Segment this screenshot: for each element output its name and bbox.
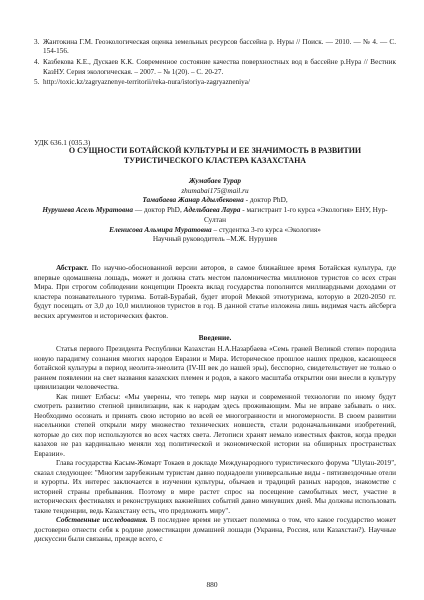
reference-item <box>34 78 396 87</box>
author-line <box>34 225 396 235</box>
author-role: — доктор PhD, <box>133 205 184 215</box>
reference-link[interactable]: http://toxic.kz/zagryaznenye-territorii/reka-nura/istoriya-zagryazneniya/ <box>43 78 250 87</box>
author-name: Адельбаева Лаура <box>183 205 241 215</box>
abstract <box>34 263 396 320</box>
reference-number: 3. <box>34 38 40 46</box>
reference-text: Казбекова К.Е., Дускаев К.К. Современное состояние качества поверхностных вод в бассейне р.Нура // Вестник КазНУ. Серия экологическая. – 2007. – № 1(20). – С. 20-27. <box>43 58 396 76</box>
author-role: - магистрант 1-го курса «Экология» ЕНУ, Нур-Султан <box>203 205 388 224</box>
author-name: Тамабаева Жанар Адылбековна <box>142 195 244 205</box>
reference-number: 5. <box>34 78 40 87</box>
author-name: Еленисова Альмира Муратовна <box>109 224 212 234</box>
author-role: - доктор PhD, <box>243 195 288 205</box>
abstract-label: Абстракт. <box>56 263 89 272</box>
author-line <box>34 195 396 205</box>
reference-list <box>34 38 396 89</box>
reference-item <box>34 38 396 57</box>
paragraph: Как пишет Елбасы: «Мы уверены, что теперь мир науки и современной технологии по иному будут смотреть развитию степной цивилизации, как к народам здесь проживающим. Мы не вправе забывать о них. Необходимо осознать и принять свою историю во всей ее многогранности и многомерности. В своем развитии насельники степей открыли миру множество технических новшеств, стали родоначальниками изобретений, которые до сих пор используются во всех частях света. Летописи хранят немало известных фактов, когда предки казахов не раз кардинально меняли ход политической и экономической истории на обширных пространствах Евразии». <box>34 391 396 458</box>
page-number: 880 <box>206 580 218 589</box>
reference-item <box>34 58 396 77</box>
author-name: Жумабаев Турар <box>188 176 242 185</box>
paragraph: Статья первого Президента Республики Казахстан Н.А.Назарбаева «Семь граней Великой степи» породила новую парадигму сознания многих народов Евразии и Мира. Историческое прошлое наших предков, касающееся ботайской культуры в период неолита-энеолита (IV-III век до нашей эры), бесспорно, свидетельствует не только о раннем появлении на свет названия казахских племен и родов, а какого масштаба открытии они внесли в культуру цивилизации человечества. <box>34 344 396 391</box>
paragraph-text: В последнее время не утихает полемика о том, что какое государство может достоверно отнести себя к родине доместикации домашней лошади (Украина, Россия, или Казахстан?). Научные дискуссии были связаны, прежде всего, с <box>34 515 396 543</box>
author-name: Нурушева Асель Муратовна <box>42 205 133 215</box>
author-email[interactable]: zhumabai175@mail.ru <box>181 185 249 195</box>
author-block <box>34 176 396 244</box>
article-title: О СУЩНОСТИ БОТАЙСКОЙ КУЛЬТУРЫ И ЕЕ ЗНАЧИМОСТЬ В РАЗВИТИИ ТУРИСТИЧЕСКОГО КЛАСТЕРА КАЗАХСТАНА <box>68 146 362 166</box>
paragraph: Глава государства Касым-Жомарт Токаев в докладе Международного туристического форума "Ulytau-2019", сказал следующее: "Многим зарубежным туристам давно поднадоели универсальные виды - пятизвездочные отели и курорты. Их интерес заключается в изучении культуры, обычаев и традиций разных народов, знакомстве с историей страны пребывания. Поэтому в мире растет спрос на посещение самобытных мест, участие в исторических фестивалях и реконструкциях важнейших событий давно минувших дней. Мы должны использовать такие тенденции, ведь Казахстану есть, что предложить миру". <box>34 458 396 515</box>
section-heading: Введение. <box>198 333 232 342</box>
scientific-advisor: Научный руководитель –М.Ж. Нурушев <box>152 234 278 244</box>
paragraph-label: Собственные исследования. <box>56 515 148 524</box>
paragraph <box>34 515 396 544</box>
author-line <box>34 205 396 224</box>
abstract-text: По научно-обоснованной версии авторов, в самое ближайшее время Ботайская культура, где впервые одомашнена лошадь, может и должна стать местом паломничества миллионов туристов со всех стран Мира. При строгом соблюдении концепции Проекта вклад государства пополнится миллиардными доходами от кластера познавательного туризма. Ботай-Бурабай, будет второй Меккой этнотуризма, которую в 2020-2050 гг. будут посещать от 3,0 до 10,0 миллионов туристов в год. В данной статье изложена лишь видимая часть айсберга веских аргументов и исторических фактов. <box>34 263 396 320</box>
reference-text: Жантокина Г.М. Геоэкологическая оценка земельных ресурсов бассейна р. Нуры // Поиск. — 2010. — № 4. — С. 154-156. <box>43 38 396 56</box>
body-text <box>34 344 396 544</box>
author-role: – студентка 3-го курса «Экология» <box>211 224 321 234</box>
reference-number: 4. <box>34 58 40 67</box>
udc-code: УДК 636.1 (035.3) <box>34 138 91 147</box>
